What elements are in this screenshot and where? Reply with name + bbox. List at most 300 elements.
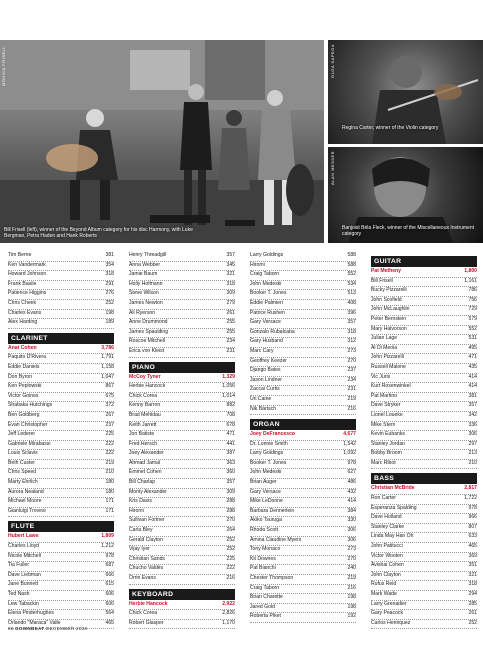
vote-count: 222 <box>226 565 235 572</box>
artist-name: Ron Carter <box>371 495 396 502</box>
artist-name: Ken Vandermark <box>8 261 46 268</box>
artist-name: Victor Wooten <box>371 552 403 559</box>
photo-frisell-group-image <box>0 40 324 243</box>
poll-row <box>250 348 356 358</box>
artist-name: Carla Bley <box>129 527 153 534</box>
artist-name: Kris Davis <box>129 498 152 505</box>
vote-count: 306 <box>468 431 477 438</box>
vote-count: 513 <box>347 290 356 297</box>
poll-row <box>129 412 235 422</box>
vote-count: 381 <box>468 392 477 399</box>
vote-count: 276 <box>105 290 114 297</box>
artist-name: McCoy Tyner <box>129 373 161 380</box>
vote-count: 252 <box>105 299 114 306</box>
artist-name: Monty Alexander <box>129 488 167 495</box>
vote-count: 222 <box>105 440 114 447</box>
winner-row <box>8 533 114 543</box>
artist-name: Kevin Eubanks <box>371 431 405 438</box>
vote-count: 627 <box>347 469 356 476</box>
poll-row <box>371 431 477 441</box>
artist-name: Booker T. Jones <box>250 290 287 297</box>
poll-row <box>250 406 356 416</box>
vote-count: 978 <box>347 459 356 466</box>
artist-name: John Scofield <box>371 296 402 303</box>
poll-row <box>129 517 235 527</box>
poll-row <box>371 345 477 355</box>
artist-name: Joey DeFrancesco <box>250 431 296 438</box>
vote-count: 342 <box>468 411 477 418</box>
poll-row <box>129 610 235 620</box>
vote-count: 666 <box>105 571 114 578</box>
poll-row <box>371 514 477 524</box>
poll-row <box>8 469 114 479</box>
vote-count: 252 <box>226 536 235 543</box>
poll-row <box>8 431 114 441</box>
artist-name: Geoffrey Keezer <box>250 357 287 364</box>
artist-name: Charles Lloyd <box>8 543 40 550</box>
vote-count: 294 <box>468 591 477 597</box>
vote-count: 495 <box>468 344 477 351</box>
poll-row <box>250 479 356 489</box>
artist-name: Pat Martino <box>371 392 398 399</box>
poll-row <box>250 441 356 451</box>
artist-name: Django Bates <box>250 367 281 374</box>
vote-count: 531 <box>468 335 477 342</box>
poll-row <box>129 508 235 518</box>
vote-count: 213 <box>468 450 477 457</box>
winner-row <box>129 374 235 384</box>
vote-count: 2,817 <box>464 485 477 492</box>
poll-row <box>371 393 477 403</box>
page-number: 96 <box>8 626 14 631</box>
vote-count: 1,212 <box>101 543 114 550</box>
vote-count: 486 <box>347 479 356 486</box>
category-heading-flute: FLUTE <box>8 521 114 532</box>
vote-count: 240 <box>347 565 356 572</box>
category-heading-guitar: GUITAR <box>371 256 477 267</box>
artist-name: Linda May Han Oh <box>371 533 414 540</box>
artist-name: John Medeski <box>250 280 282 287</box>
artist-name: Fred Hersch <box>129 440 158 447</box>
artist-name: John McLaughlin <box>371 306 410 313</box>
vote-count: 210 <box>468 459 477 466</box>
poll-row <box>8 290 114 300</box>
winner-row <box>250 431 356 441</box>
artist-name: Tim Berne <box>8 252 32 258</box>
poll-row <box>129 489 235 499</box>
vote-count: 471 <box>468 354 477 361</box>
poll-row <box>129 479 235 489</box>
poll-row <box>8 460 114 470</box>
artist-name: Chucho Valdés <box>129 565 164 572</box>
vote-count: 216 <box>347 405 356 412</box>
poll-row <box>371 326 477 336</box>
poll-row <box>129 252 235 262</box>
poll-row <box>250 367 356 377</box>
poll-row <box>129 338 235 348</box>
poll-row <box>129 310 235 320</box>
vote-count: 387 <box>226 450 235 457</box>
artist-name: Tia Fuller <box>8 562 30 569</box>
artist-name: Bill Frisell <box>371 277 393 284</box>
vote-count: 408 <box>347 299 356 306</box>
vote-count: 978 <box>468 504 477 511</box>
vote-count: 219 <box>347 575 356 581</box>
poll-row <box>8 601 114 611</box>
vote-count: 180 <box>105 479 114 486</box>
vote-count: 261 <box>468 610 477 617</box>
artist-name: Paquito D'Rivera <box>8 354 47 361</box>
poll-row <box>129 498 235 508</box>
vote-count: 357 <box>226 252 235 258</box>
poll-row <box>250 604 356 614</box>
artist-name: Carlos Henriquez <box>371 619 411 626</box>
poll-row <box>8 412 114 422</box>
page-footer <box>8 626 87 631</box>
artist-name: Herbie Hancock <box>129 600 168 607</box>
vote-count: 189 <box>105 319 114 326</box>
vote-count: 309 <box>226 290 235 297</box>
vote-count: 882 <box>226 402 235 409</box>
artist-name: Craig Taborn <box>250 271 280 278</box>
photo-credit-top: OLGA SAPEGA <box>330 44 335 78</box>
artist-name: John Medeski <box>250 469 282 476</box>
vote-count: 234 <box>347 376 356 383</box>
vote-count: 1,170 <box>222 619 235 626</box>
vote-count: 237 <box>105 421 114 428</box>
poll-row <box>371 620 477 630</box>
poll-row <box>129 469 235 479</box>
vote-count: 318 <box>105 271 114 278</box>
vote-count: 225 <box>105 431 114 438</box>
vote-count: 252 <box>468 619 477 626</box>
artist-name: Nicole Mitchell <box>8 552 41 559</box>
vote-count: 198 <box>347 594 356 601</box>
poll-row <box>250 594 356 604</box>
category-heading-piano: PIANO <box>129 362 235 373</box>
poll-row <box>129 281 235 291</box>
vote-count: 273 <box>347 546 356 553</box>
artist-name: Esperanza Spalding <box>371 504 417 511</box>
poll-row <box>371 354 477 364</box>
poll-row <box>8 310 114 320</box>
artist-name: Frank Basile <box>8 280 37 287</box>
poll-row <box>8 319 114 329</box>
photo-credit-bottom: ALAN MESSER <box>330 151 335 185</box>
vote-count: 1,092 <box>343 450 356 457</box>
artist-name: Marc Cary <box>250 347 274 354</box>
poll-row <box>8 591 114 601</box>
vote-count: 1,056 <box>222 383 235 390</box>
poll-row <box>371 278 477 288</box>
artist-name: Mike Stern <box>371 421 396 428</box>
vote-count: 432 <box>347 488 356 495</box>
vote-count: 414 <box>468 383 477 390</box>
vote-count: 231 <box>226 347 235 354</box>
artist-name: Gianluigi Trovesi <box>8 507 46 514</box>
poll-row <box>8 271 114 281</box>
artist-name: Keith Jarrett <box>129 421 157 428</box>
vote-count: 1,722 <box>464 495 477 502</box>
vote-count: 372 <box>105 402 114 409</box>
vote-count: 807 <box>468 523 477 530</box>
vote-count: 318 <box>226 280 235 287</box>
artist-name: Booker T. Jones <box>250 459 287 466</box>
vote-count: 237 <box>347 367 356 374</box>
poll-row <box>250 386 356 396</box>
poll-row <box>129 290 235 300</box>
vote-count: 216 <box>226 575 235 581</box>
artist-name: Brad Mehldau <box>129 411 161 418</box>
poll-row <box>371 524 477 534</box>
poll-row <box>250 450 356 460</box>
results-column-4 <box>371 252 477 629</box>
artist-name: Akiko Tsuruga <box>250 517 282 524</box>
artist-name: Chris Speed <box>8 469 37 476</box>
vote-count: 363 <box>226 459 235 466</box>
vote-count: 381 <box>105 252 114 258</box>
vote-count: 216 <box>347 584 356 591</box>
vote-count: 396 <box>347 309 356 316</box>
photo-caption-main: Bill Frisell (left), winner of the Beyond Album category for his disc Harmony, with Luke Bergman, Petra Haden and Hank Roberts <box>4 227 193 239</box>
poll-row <box>250 319 356 329</box>
vote-count: 756 <box>468 296 477 303</box>
vote-count: 1,158 <box>101 363 114 370</box>
vote-count: 1,800 <box>464 268 477 274</box>
poll-row <box>250 310 356 320</box>
poll-row <box>129 450 235 460</box>
vote-count: 471 <box>226 431 235 438</box>
artist-name: Chick Corea <box>129 392 158 399</box>
artist-name: John Pizzarelli <box>371 354 404 361</box>
artist-name: Stanley Clarke <box>371 523 405 530</box>
vote-count: 345 <box>226 261 235 268</box>
poll-row <box>129 620 235 630</box>
artist-name: Zaccai Curtis <box>250 386 280 393</box>
artist-name: Ken Peplowski <box>8 383 42 390</box>
vote-count: 312 <box>347 338 356 345</box>
vote-count: 414 <box>468 373 477 380</box>
artist-name: Hiromi <box>129 507 144 514</box>
poll-row <box>371 402 477 412</box>
poll-row <box>129 262 235 272</box>
vote-count: 1,014 <box>222 392 235 399</box>
vote-count: 255 <box>226 328 235 335</box>
poll-row <box>8 354 114 364</box>
artist-name: Bobby Broom <box>371 450 402 457</box>
poll-row <box>129 383 235 393</box>
vote-count: 1,791 <box>101 354 114 361</box>
artist-name: Christian Sands <box>129 555 165 562</box>
artist-name: Michael Moore <box>8 498 42 505</box>
poll-row <box>8 281 114 291</box>
artist-name: Christian McBride <box>371 485 415 492</box>
poll-row <box>371 441 477 451</box>
poll-row <box>250 575 356 585</box>
poll-row <box>250 517 356 527</box>
artist-name: John Clayton <box>371 571 401 578</box>
poll-row <box>129 348 235 358</box>
poll-row <box>250 262 356 272</box>
artist-name: Elena Pinderhughes <box>8 610 54 617</box>
poll-row <box>371 335 477 345</box>
vote-count: 171 <box>105 498 114 505</box>
artist-name: Charles Evans <box>8 309 42 316</box>
artist-name: Gary Versace <box>250 488 281 495</box>
artist-name: Steve Wilson <box>129 290 159 297</box>
vote-count: 534 <box>347 280 356 287</box>
results-column-2 <box>129 252 235 629</box>
vote-count: 306 <box>347 536 356 543</box>
poll-row <box>129 546 235 556</box>
poll-row <box>250 489 356 499</box>
artist-name: Vic Juris <box>371 373 391 380</box>
artist-name: James Spaulding <box>129 328 169 335</box>
artist-name: Dave Holland <box>371 514 402 521</box>
poll-row <box>8 441 114 451</box>
poll-row <box>371 591 477 601</box>
poll-row <box>250 252 356 262</box>
artist-name: Lionel Loueke <box>371 411 403 418</box>
artist-name: Jeff Lederer <box>8 431 36 438</box>
poll-row <box>129 537 235 547</box>
results-column-3 <box>250 252 356 623</box>
vote-count: 1,161 <box>464 277 477 284</box>
artist-name: Chris Cheek <box>8 299 37 306</box>
artist-name: Gary Versace <box>250 319 281 326</box>
poll-row <box>371 562 477 572</box>
vote-count: 351 <box>468 562 477 569</box>
artist-name: Bucky Pizzarelli <box>371 287 407 294</box>
vote-count: 222 <box>105 450 114 457</box>
vote-count: 318 <box>347 328 356 335</box>
vote-count: 279 <box>226 299 235 306</box>
artist-name: Larry Grenadier <box>371 600 407 607</box>
poll-row <box>250 498 356 508</box>
vote-count: 270 <box>347 357 356 364</box>
category-heading-organ: ORGAN <box>250 419 356 430</box>
vote-count: 321 <box>226 271 235 278</box>
poll-row <box>371 383 477 393</box>
artist-name: Russell Malone <box>371 363 406 370</box>
vote-count: 867 <box>105 383 114 390</box>
vote-count: 354 <box>105 261 114 268</box>
vote-count: 4,677 <box>343 431 356 438</box>
vote-count: 360 <box>226 469 235 476</box>
poll-row <box>371 306 477 316</box>
poll-row <box>8 450 114 460</box>
vote-count: 465 <box>105 619 114 626</box>
artist-name: Roberta Piket <box>250 613 281 620</box>
vote-count: 357 <box>347 319 356 326</box>
poll-row <box>8 489 114 499</box>
artist-name: Bill Charlap <box>129 479 156 486</box>
vote-count: 2,826 <box>222 610 235 617</box>
vote-count: 552 <box>468 325 477 332</box>
poll-row <box>371 505 477 515</box>
vote-count: 435 <box>468 363 477 370</box>
artist-name: Gerald Clayton <box>129 536 163 543</box>
poll-row <box>250 460 356 470</box>
poll-row <box>8 572 114 582</box>
vote-count: 171 <box>105 507 114 514</box>
poll-row <box>250 338 356 348</box>
poll-row <box>8 508 114 518</box>
artist-name: Orlando "Maraca" Valle <box>8 619 61 626</box>
poll-row <box>129 556 235 566</box>
poll-row <box>129 565 235 575</box>
poll-row <box>371 374 477 384</box>
category-heading-keyboard: KEYBOARD <box>129 589 235 600</box>
artist-name: Anna Webber <box>129 261 161 268</box>
poll-row <box>129 441 235 451</box>
vote-count: 261 <box>226 309 235 316</box>
poll-row <box>371 581 477 591</box>
poll-row <box>8 553 114 563</box>
artist-name: Victor Goines <box>8 392 39 399</box>
vote-count: 321 <box>468 571 477 578</box>
results-column-1 <box>8 252 114 629</box>
artist-name: Patrice Rushen <box>250 309 285 316</box>
poll-row <box>129 422 235 432</box>
artist-name: Eddie Palmieri <box>250 299 283 306</box>
artist-name: Jane Bunnett <box>8 581 39 588</box>
poll-row <box>129 575 235 585</box>
vote-count: 564 <box>105 610 114 617</box>
vote-count: 3,786 <box>101 344 114 351</box>
photo-caption-top: Regina Carter, winner of the Violin category <box>342 125 439 131</box>
artist-name: Orrin Evans <box>129 575 156 581</box>
poll-row <box>250 300 356 310</box>
poll-row <box>8 422 114 432</box>
vote-count: 579 <box>468 315 477 322</box>
vote-count: 615 <box>105 581 114 588</box>
vote-count: 606 <box>105 600 114 607</box>
vote-count: 786 <box>468 287 477 294</box>
vote-count: 288 <box>226 498 235 505</box>
artist-name: Pat Bianchi <box>250 565 276 572</box>
artist-name: Anat Cohen <box>8 344 37 351</box>
category-heading-clarinet: CLARINET <box>8 333 114 344</box>
poll-row <box>371 543 477 553</box>
vote-count: 675 <box>105 392 114 399</box>
poll-row <box>250 556 356 566</box>
artist-name: Peter Bernstein <box>371 315 407 322</box>
poll-row <box>8 262 114 272</box>
vote-count: 273 <box>347 347 356 354</box>
vote-count: 552 <box>347 271 356 278</box>
poll-row <box>371 572 477 582</box>
poll-row <box>129 329 235 339</box>
vote-count: 255 <box>226 319 235 326</box>
vote-count: 1,542 <box>343 440 356 447</box>
poll-row <box>129 527 235 537</box>
poll-row <box>250 281 356 291</box>
vote-count: 633 <box>468 533 477 540</box>
artist-name: Ahmad Jamal <box>129 459 161 466</box>
vote-count: 330 <box>347 517 356 524</box>
poll-row <box>250 613 356 623</box>
vote-count: 231 <box>347 386 356 393</box>
artist-name: Robert Glasper <box>129 619 164 626</box>
poll-row <box>250 527 356 537</box>
artist-name: Kit Downes <box>250 555 276 562</box>
artist-name: Louis Sclavis <box>8 450 38 457</box>
artist-name: Stanley Jordan <box>371 440 405 447</box>
vote-count: 219 <box>105 459 114 466</box>
artist-name: Larry Goldings <box>250 252 284 258</box>
poll-row <box>371 450 477 460</box>
